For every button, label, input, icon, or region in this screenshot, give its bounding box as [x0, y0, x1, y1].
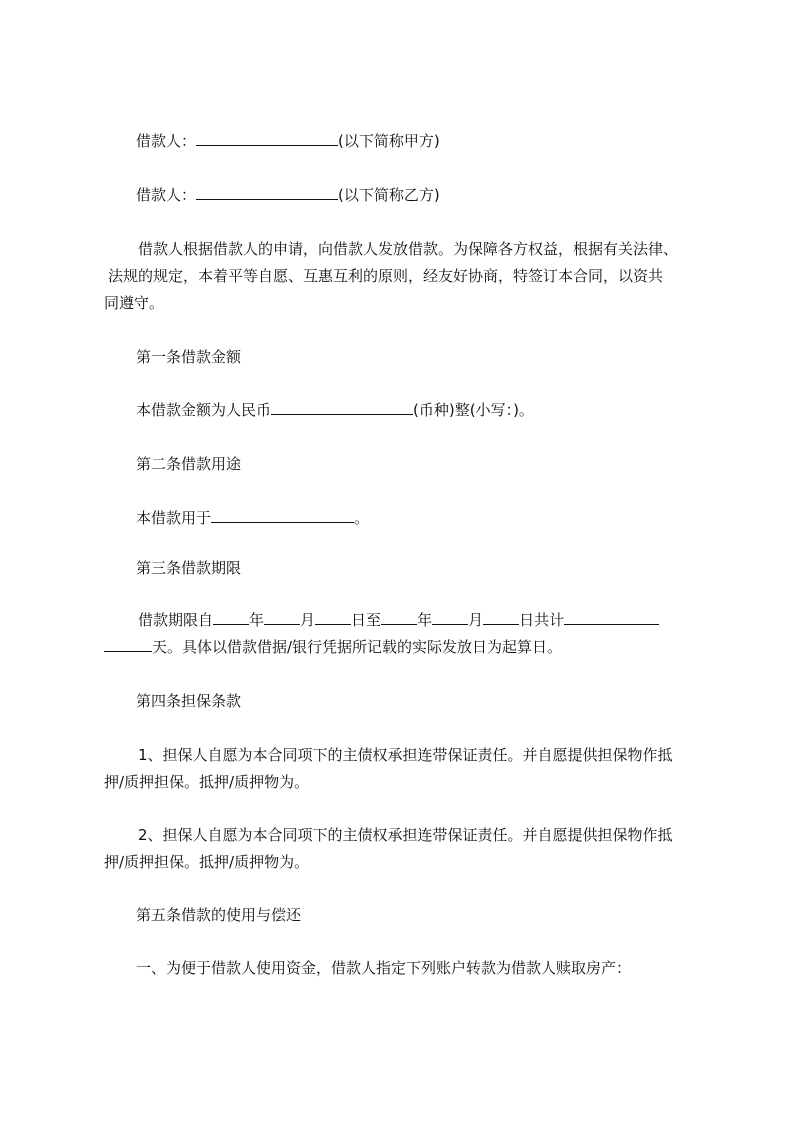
article-1-text [136, 400, 534, 420]
day-to-label: 日至 [351, 611, 382, 629]
guarantee-item-1-line-2: 押/质押担保。抵押/质押物为。 [104, 773, 310, 791]
end-year-blank[interactable] [381, 610, 417, 625]
party-a-suffix: (以下简称甲方) [338, 132, 440, 150]
article-3-title: 第三条借款期限 [136, 559, 242, 577]
term-from-label: 借款期限自 [138, 611, 214, 629]
party-a-line [136, 131, 440, 151]
party-b-line [136, 185, 440, 205]
start-day-blank[interactable] [315, 610, 351, 625]
article-5-item-1: 一、为便于借款人使用资金，借款人指定下列账户转款为借款人赎取房产： [136, 959, 632, 977]
article-2-text [136, 508, 369, 528]
total-days-blank[interactable] [564, 610, 659, 625]
article-3-line-2-text: 天。具体以借款借据/银行凭据所记载的实际发放日为起算日。 [152, 638, 563, 656]
start-year-blank[interactable] [213, 610, 249, 625]
party-a-blank[interactable] [196, 131, 338, 146]
start-month-blank[interactable] [264, 610, 300, 625]
end-month-blank[interactable] [432, 610, 468, 625]
amount-blank[interactable] [271, 400, 413, 415]
end-day-blank[interactable] [483, 610, 519, 625]
party-b-label: 借款人： [136, 186, 197, 204]
article-1-title: 第一条借款金额 [136, 348, 242, 366]
guarantee-item-2-line-1: 2、担保人自愿为本合同项下的主债权承担连带保证责任。并自愿提供担保物作抵 [138, 826, 673, 844]
guarantee-item-2-line-2: 押/质押担保。抵押/质押物为。 [104, 853, 310, 871]
article-2-title: 第二条借款用途 [136, 455, 242, 473]
article-5-title: 第五条借款的使用与偿还 [136, 906, 302, 924]
guarantee-item-1-line-1: 1、担保人自愿为本合同项下的主债权承担连带保证责任。并自愿提供担保物作抵 [138, 746, 673, 764]
purpose-blank[interactable] [211, 508, 354, 523]
preamble-line-2: 法规的规定，本着平等自愿、互惠互利的原则，经友好协商，特签订本合同，以资共 [108, 267, 664, 285]
article-3-line-2 [104, 637, 562, 657]
party-b-suffix: (以下简称乙方) [338, 186, 440, 204]
total-days-blank-cont[interactable] [104, 637, 152, 652]
party-a-label: 借款人： [136, 132, 197, 150]
article-2-text-after: 。 [354, 509, 370, 527]
party-b-blank[interactable] [196, 185, 338, 200]
article-1-text-before: 本借款金额为人民币 [136, 401, 272, 419]
total-label: 日共计 [519, 611, 565, 629]
article-3-line-1 [138, 610, 659, 630]
article-4-title: 第四条担保条款 [136, 692, 242, 710]
year-label: 年 [417, 611, 433, 629]
month-label: 月 [300, 611, 316, 629]
article-2-text-before: 本借款用于 [136, 509, 212, 527]
month-label: 月 [468, 611, 484, 629]
article-1-text-after: (币种)整(小写：)。 [413, 401, 534, 419]
preamble-line-1: 借款人根据借款人的申请，向借款人发放借款。为保障各方权益，根据有关法律、 [138, 240, 679, 258]
preamble-line-3: 同遵守。 [104, 294, 165, 312]
year-label: 年 [249, 611, 265, 629]
